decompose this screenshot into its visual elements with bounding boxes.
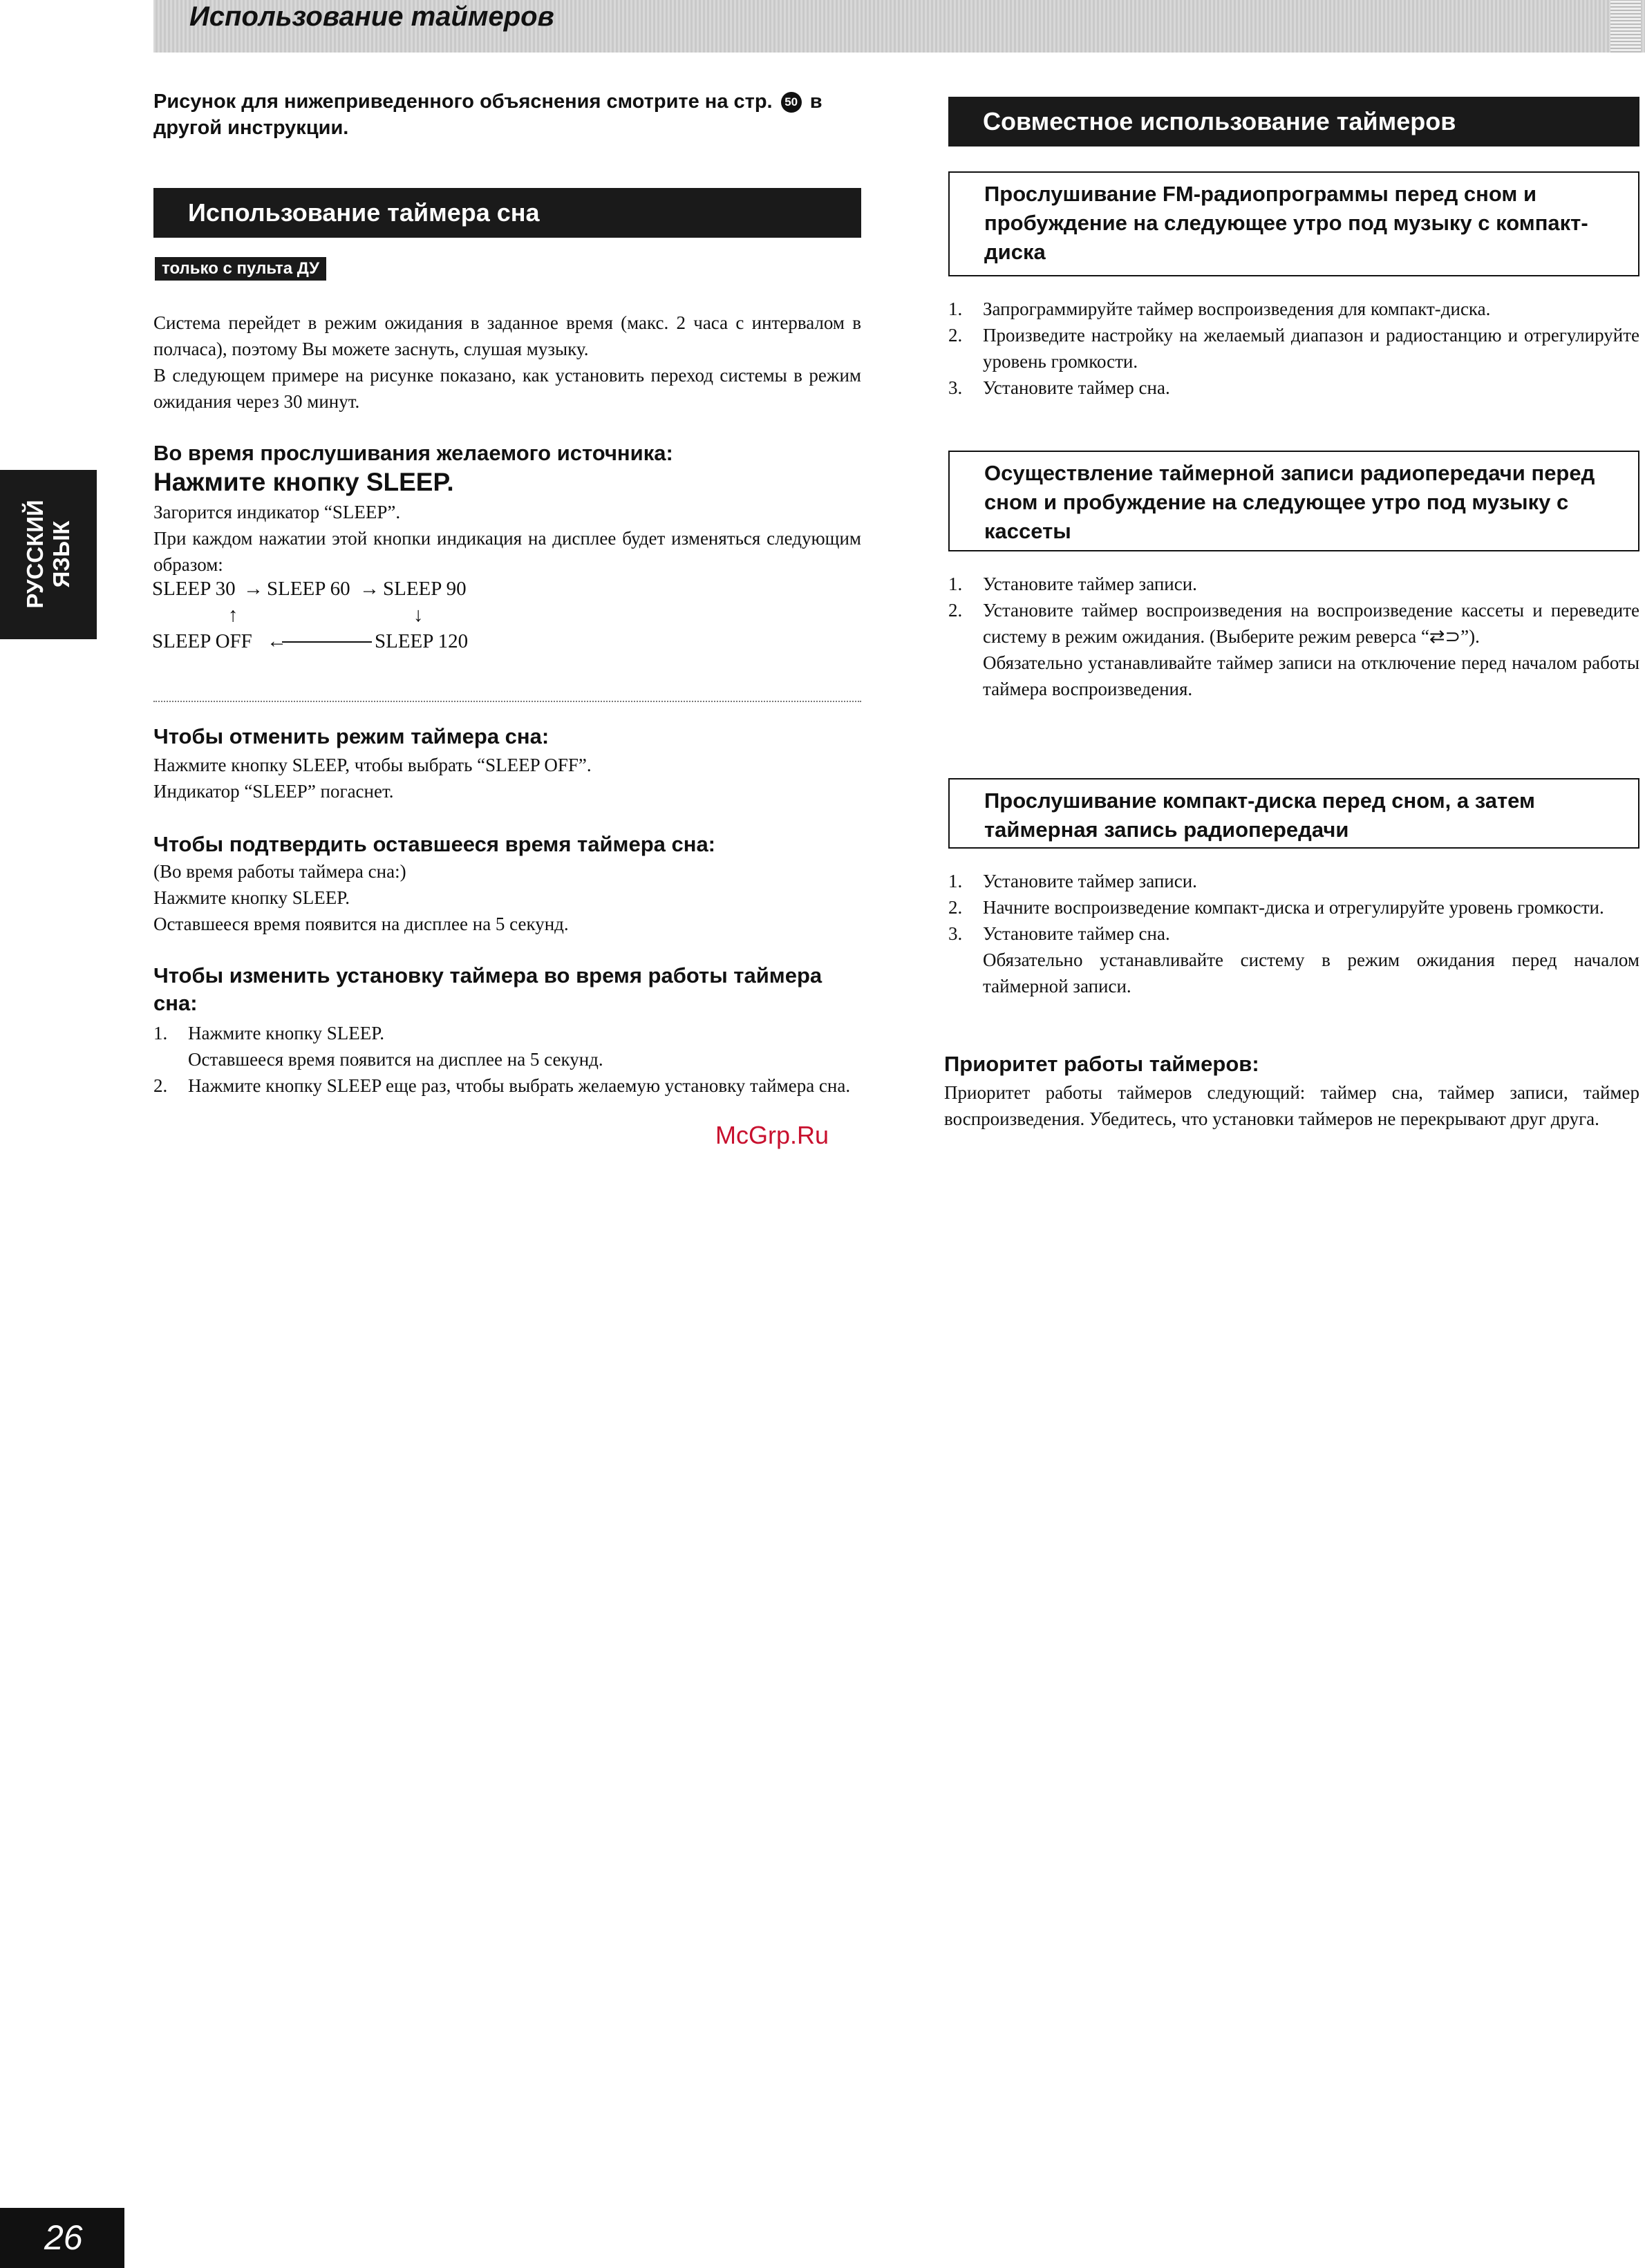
each-press-text: При каждом нажатии этой кнопки индикация на дисплее будет изменяться следующим образом: [153,528,861,575]
box2-steps-list [948,571,1639,702]
cycle-sleep-120: SLEEP 120 [375,630,469,652]
cycle-arrow-up: ↑ [228,604,238,626]
step-number: 3. [948,377,963,398]
step-number: 2. [948,325,963,346]
remote-only-badge: только с пульта ДУ [155,257,326,281]
step-text: Установите таймер сна. [983,377,1170,398]
step-text: Начните воспроизведение компакт-диска и отрегулируйте уровень громкости. [983,897,1604,918]
change-heading: Чтобы изменить установку таймера во время работы таймера сна: [153,963,822,1015]
language-tab-line2: ЯЗЫК [48,520,74,588]
step-text: Установите таймер воспроизведения на воспроизведение кассеты и переведите систему в режим ожидания. (Выберите режим реверса “⇄⊃”). [983,600,1639,647]
section-title-sleep-timer: Использование таймера сна [153,188,861,238]
cancel-heading: Чтобы отменить режим таймера сна: [153,724,549,748]
during-source-heading: Во время прослушивания желаемого источника: [153,441,673,465]
divider [153,701,861,702]
cycle-arrow-down: ↓ [413,604,424,626]
step-text: Установите таймер записи. [983,871,1197,891]
list-item [153,1072,861,1099]
list-item [948,322,1639,375]
box2-title: Осуществление таймерной записи радиопередачи перед сном и пробуждение на следующее утро под музыку с кассеты [948,451,1639,551]
cycle-arrow-right-2: → [359,578,379,600]
step-subtext: Обязательно устанавливайте систему в режим ожидания перед началом таймерной записи. [983,949,1639,996]
cycle-sleep-off: SLEEP OFF [152,630,252,652]
step-number: 1. [948,299,963,319]
cycle-arrow-left: ← [267,630,287,652]
box3-title: Прослушивание компакт-диска перед сном, а затем таймерная запись радиопередачи [948,778,1639,849]
press-sleep-instruction: Нажмите кнопку SLEEP. [153,468,454,496]
language-side-tab [0,470,97,639]
step-text: Нажмите кнопку SLEEP. [188,1023,384,1043]
list-item [948,296,1639,322]
cycle-sleep-60: SLEEP 60 [267,578,350,600]
confirm-heading: Чтобы подтвердить оставшееся время таймера сна: [153,832,716,856]
sleep-intro-text-2: В следующем примере на рисунке показано, как установить переход системы в режим ожидания через 30 минут. [153,365,861,412]
step-subtext: Обязательно устанавливайте таймер записи на отключение перед началом работы таймера воспроизведения. [983,652,1639,699]
list-item [948,597,1639,702]
sleep-intro-text: Система перейдет в режим ожидания в заданное время (макс. 2 часа с интервалом в полчаса), поэтому Вы можете заснуть, слушая музыку. [153,312,861,359]
step-number: 1. [948,574,963,594]
change-steps-list [153,1020,861,1099]
priority-heading: Приоритет работы таймеров: [944,1052,1259,1076]
box1-title: Прослушивание FM-радиопрограммы перед сном и пробуждение на следующее утро под музыку с компакт-диска [948,171,1639,276]
step-number: 1. [153,1023,168,1043]
list-item [948,375,1639,401]
step-number: 1. [948,871,963,891]
watermark: McGrp.Ru [715,1121,829,1149]
step-text: Запрограммируйте таймер воспроизведения для компакт-диска. [983,299,1491,319]
list-item [948,571,1639,597]
page-title: Использование таймеров [189,1,554,32]
box1-steps-list [948,296,1639,401]
header-edge-decoration [1610,0,1641,53]
confirm-text-3: Оставшееся время появится на дисплее на 5 секунд. [153,914,569,934]
cycle-sleep-90: SLEEP 90 [383,578,467,600]
intro-before: Рисунок для нижеприведенного объяснения смотрите на стр. [153,91,773,113]
intro-after: в другой инструкции. [153,91,822,139]
list-item [948,894,1639,920]
confirm-text-1: (Во время работы таймера сна:) [153,861,406,882]
priority-text: Приоритет работы таймеров следующий: таймер сна, таймер записи, таймер воспроизведения. Убедитесь, что установки таймеров не перекрывают друг друга. [944,1082,1639,1129]
step-number: 3. [948,923,963,944]
confirm-text-2: Нажмите кнопку SLEEP. [153,887,350,908]
step-number: 2. [948,600,963,621]
step-text: Нажмите кнопку SLEEP еще раз, чтобы выбрать желаемую установку таймера сна. [188,1075,851,1096]
page-number: 26 [0,2208,124,2268]
box3-steps-list [948,868,1639,999]
cancel-text-2: Индикатор “SLEEP” погаснет. [153,781,394,802]
language-tab-label [22,500,75,608]
step-number: 2. [948,897,963,918]
language-tab-line1: РУССКИЙ [22,500,48,609]
section-title-combined-timers: Совместное использование таймеров [948,97,1639,147]
list-item [948,920,1639,999]
step-subtext: Оставшееся время появится на дисплее на 5 секунд. [188,1049,603,1070]
step-text: Произведите настройку на желаемый диапазон и радиостанцию и отрегулируйте уровень громкости. [983,325,1639,372]
page-ref-badge: 50 [781,92,802,113]
indicator-text: Загорится индикатор “SLEEP”. [153,502,401,522]
step-number: 2. [153,1075,168,1096]
cycle-arrow-right-1: → [243,578,263,600]
list-item [153,1020,861,1072]
cycle-sleep-30: SLEEP 30 [152,578,236,600]
sleep-cycle-diagram [152,576,539,666]
step-text: Установите таймер сна. [983,923,1170,944]
step-text: Установите таймер записи. [983,574,1197,594]
cancel-text-1: Нажмите кнопку SLEEP, чтобы выбрать “SLEEP OFF”. [153,755,592,775]
intro-note [153,88,865,141]
list-item [948,868,1639,894]
cycle-arrow-line [282,641,372,643]
